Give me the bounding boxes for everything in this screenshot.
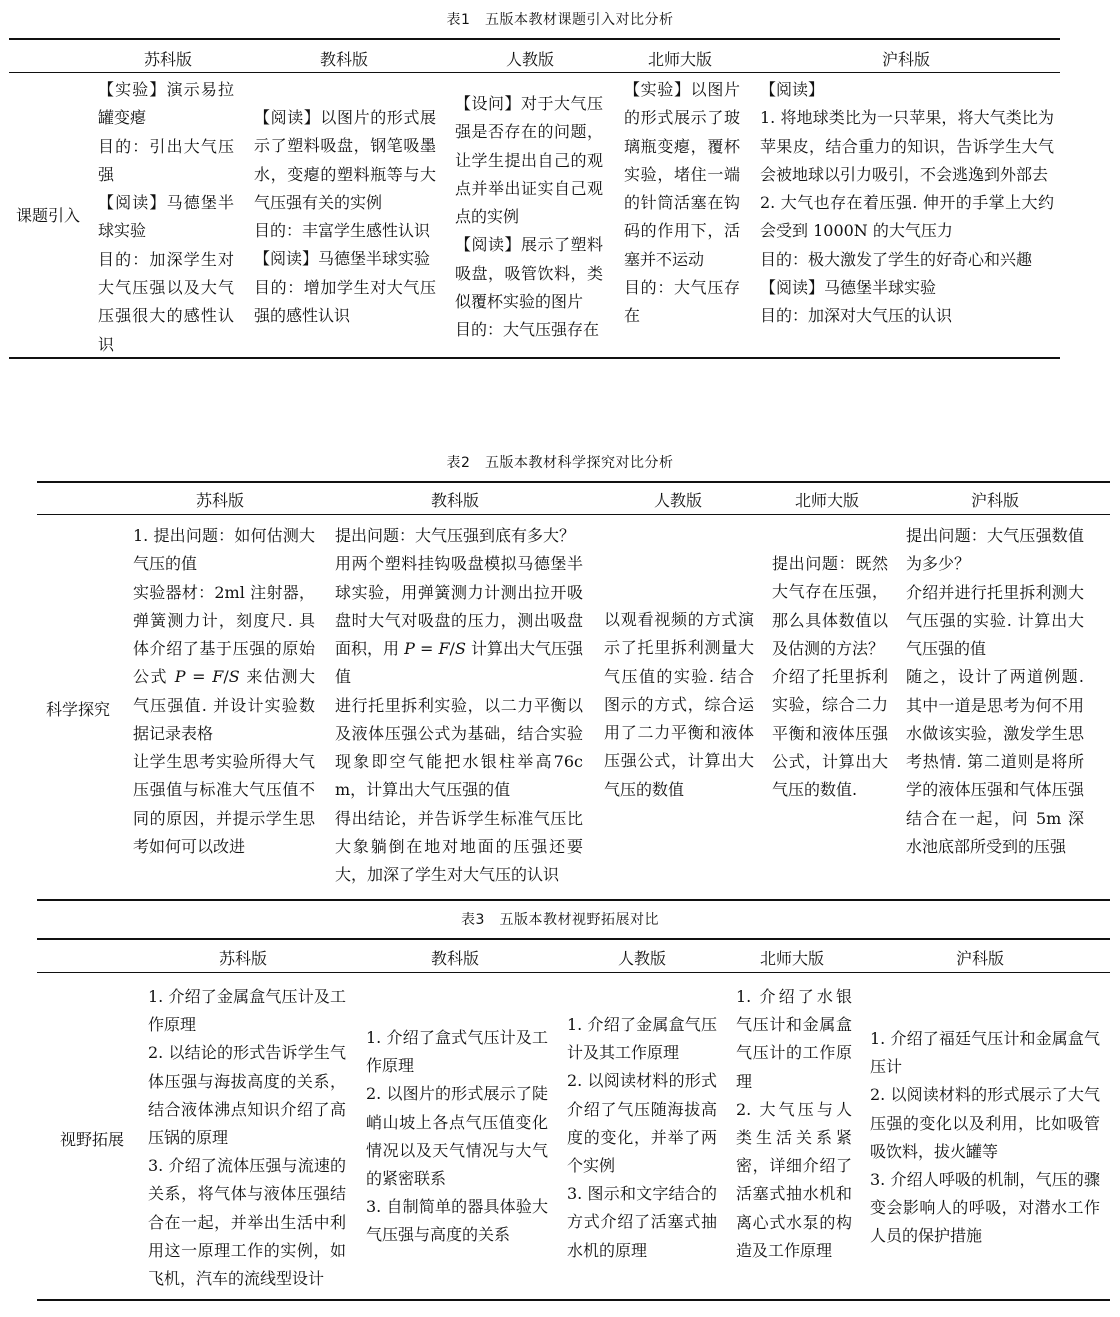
- table2-header-beishi: 北师大版: [794, 491, 859, 510]
- table2-cell-suke: 1. 提出问题：如何估测大气压的值 实验器材：2ml 注射器，弹簧测力计，刻度尺. 具体介绍了基于压强的原始公式 P = F/S 来估测大气压强值. 并设计实验数据记录表格 让学生思考实验所得大气压强值与标准大气压值不同的原因，并提示学生思考如何可以改进: [133, 526, 316, 856]
- table2-bottom-rule: [37, 899, 1110, 901]
- table1-cell-beishi: 【实验】以图片的形式展示了玻璃瓶变瘪，覆杯实验，堵住一端的针筒活塞在钩码的作用下，活塞并不运动 目的：大气压存在: [624, 80, 740, 326]
- table2-header-suke: 苏科版: [195, 491, 244, 510]
- table1-caption: 表1 五版本教材课题引入对比分析: [446, 12, 674, 28]
- table2-top-rule: [37, 481, 1110, 483]
- table2-cell-renjiao: 以观看视频的方式演示了托里拆利测量大气压值的实验. 结合图示的方式，综合运用了二力平衡和液体压强公式，计算出大气压的数值: [604, 610, 754, 799]
- table2-cell-beishi: 提出问题：既然大气存在压强，那么具体数值以及估测的方法？ 介绍了托里拆利实验，综合二力平衡和液体压强公式，计算出大气压的数值.: [772, 554, 888, 799]
- table3-cell-suke: 1. 介绍了金属盒气压计及工作原理 2. 以结论的形式告诉学生气体压强与海拔高度的关系，结合液体沸点知识介绍了高压锅的原理 3. 介绍了流体压强与流速的关系，将气体与液体压强结合在一起，并举出生活中利用这一原理工作的实例，如飞机，汽车的流线型设计: [148, 987, 346, 1289]
- table1-cell-renjiao: 【设问】对于大气压强是否存在的问题，让学生提出自己的观点并举出证实自己观点的实例 【阅读】展示了塑料吸盘，吸管饮料，类似覆杯实验的图片 目的：大气压强存在: [455, 94, 603, 340]
- table2-header-renjiao: 人教版: [653, 491, 702, 510]
- table2-header-rule: [37, 514, 1110, 515]
- table2-cell-huke: 提出问题：大气压强数值为多少？ 介绍并进行托里拆利测大气压强的实验. 计算出大气压强的值 随之，设计了两道例题. 其中一道是思考为何不用水做该实验，激发学生思考热情. 第二道则是将所学的液体压强和气体压强结合在一起，问 5m 深水池底部所受到的压强: [906, 526, 1084, 856]
- table3-header-suke: 苏科版: [218, 949, 267, 968]
- table3-cell-jiaoke: 1. 介绍了盒式气压计及工作原理 2. 以图片的形式展示了陡峭山坡上各点气压值变化情况以及天气情况与大气的紧密联系 3. 自制简单的器具体验大气压强与高度的关系: [366, 1028, 548, 1245]
- table3-top-rule: [37, 938, 1110, 940]
- table3-cell-huke: 1. 介绍了福廷气压计和金属盒气压计 2. 以阅读材料的形式展示了大气压强的变化以及利用，比如吸管吸饮料，拔火罐等 3. 介绍人呼吸的机制，气压的骤变会影响人的呼吸，对潜水工作人员的保护措施: [870, 1029, 1100, 1246]
- table1-header-renjiao: 人教版: [505, 50, 554, 69]
- table3-header-huke: 沪科版: [955, 949, 1004, 968]
- table2-header-jiaoke: 教科版: [430, 491, 479, 510]
- table1-row-label: 课题引入: [16, 206, 81, 225]
- table3-cell-beishi: 1. 介绍了水银气压计和金属盒气压计的工作原理 2. 大气压与人类生活关系紧密，详细介绍了活塞式抽水机和离心式水泵的构造及工作原理: [736, 987, 852, 1260]
- table2-row-label: 科学探究: [46, 700, 111, 719]
- table1-header-jiaoke: 教科版: [319, 50, 368, 69]
- table3-bottom-rule: [37, 1299, 1110, 1301]
- table3-header-beishi: 北师大版: [759, 949, 824, 968]
- table1-header-suke: 苏科版: [143, 50, 192, 69]
- table3-caption: 表3 五版本教材视野拓展对比: [461, 912, 659, 928]
- table1-header-rule: [9, 72, 1060, 73]
- table2-cell-jiaoke: 提出问题：大气压强到底有多大？ 用两个塑料挂钩吸盘模拟马德堡半球实验，用弹簧测力计测出拉开吸盘时大气对吸盘的压力，测出吸盘面积，用 P = F/S 计算出大气压强值 进行托里拆利实验，以二力平衡以及液体压强公式为基础，结合实验现象即空气能把水银柱举高76cm，计算出大气压强的值 得出结论，并告诉学生标准气压比大象躺倒在地对地面的压强还要大，加深了学生对大气压的认识: [335, 526, 583, 884]
- table2-caption: 表2 五版本教材科学探究对比分析: [446, 455, 674, 471]
- table1-top-rule: [9, 38, 1060, 40]
- table3-header-renjiao: 人教版: [617, 949, 666, 968]
- table1-bottom-rule: [9, 357, 1060, 359]
- table1-cell-suke: 【实验】演示易拉罐变瘪 目的：引出大气压强 【阅读】马德堡半球实验 目的：加深学生对大气压强以及大气压强很大的感性认识: [98, 80, 234, 354]
- table1-header-beishi: 北师大版: [647, 50, 712, 69]
- table1-header-huke: 沪科版: [881, 50, 930, 69]
- table3-row-label: 视野拓展: [60, 1130, 125, 1149]
- table3-cell-renjiao: 1. 介绍了金属盒气压计及其工作原理 2. 以阅读材料的形式介绍了气压随海拔高度的变化，并举了两个实例 3. 图示和文字结合的方式介绍了活塞式抽水机的原理: [567, 1015, 717, 1260]
- table1-cell-huke: 【阅读】 1. 将地球类比为一只苹果，将大气类比为苹果皮，结合重力的知识，告诉学生大气会被地球以引力吸引，不会逃逸到外部去 2. 大气也存在着压强. 伸开的手掌上大约会受到 1000N 的大气压力 目的：极大激发了学生的好奇心和兴趣 【阅读】马德堡半球实验 目的：加深对大气压的认识: [760, 80, 1054, 326]
- table2-header-huke: 沪科版: [970, 491, 1019, 510]
- table3-header-jiaoke: 教科版: [430, 949, 479, 968]
- table1-cell-jiaoke: 【阅读】以图片的形式展示了塑料吸盘，钢笔吸墨水，变瘪的塑料瓶等与大气压强有关的实例 目的：丰富学生感性认识 【阅读】马德堡半球实验 目的：增加学生对大气压强的感性认识: [254, 108, 436, 326]
- table3-header-rule: [37, 972, 1110, 973]
